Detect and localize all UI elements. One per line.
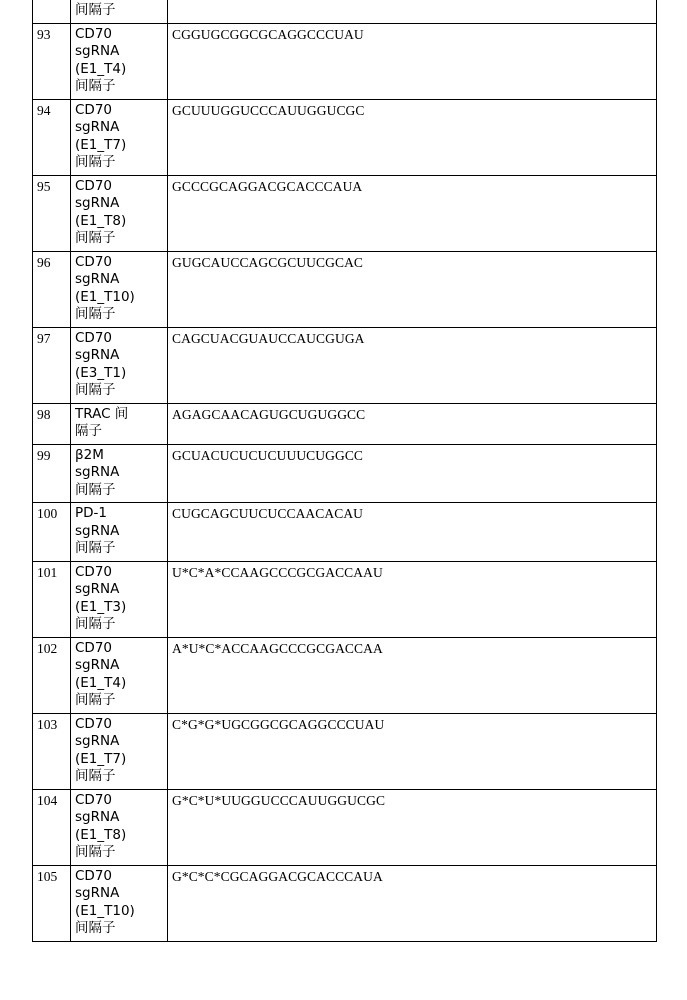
cell-number: 98	[33, 403, 71, 444]
cell-number: 96	[33, 251, 71, 327]
cell-sequence: G*C*C*CGCAGGACGCACCCAUA	[168, 865, 657, 941]
table-row	[33, 175, 657, 251]
cell-name: CD70 sgRNA (E1_T4) 间隔子	[71, 23, 168, 99]
cell-sequence: GUGCAUCCAGCGCUUCGCAC	[168, 251, 657, 327]
cell-name: CD70 sgRNA (E1_T7) 间隔子	[71, 99, 168, 175]
cell-number: 99	[33, 444, 71, 503]
cell-name: CD70 sgRNA (E1_T7) 间隔子	[71, 713, 168, 789]
table-row	[33, 23, 657, 99]
table-row	[33, 503, 657, 562]
cell-number: 105	[33, 865, 71, 941]
table-body	[33, 0, 657, 941]
cell-number: 102	[33, 637, 71, 713]
table-row	[33, 865, 657, 941]
cell-number: 103	[33, 713, 71, 789]
table-row	[33, 403, 657, 444]
cell-number: 97	[33, 327, 71, 403]
cell-name: PD-1 sgRNA 间隔子	[71, 503, 168, 562]
cell-sequence: A*U*C*ACCAAGCCCGCGACCAA	[168, 637, 657, 713]
cell-sequence	[168, 0, 657, 23]
table-row	[33, 0, 657, 23]
table-row	[33, 561, 657, 637]
cell-sequence: CUGCAGCUUCUCCAACACAU	[168, 503, 657, 562]
cell-name: CD70 sgRNA (E1_T10) 间隔子	[71, 251, 168, 327]
cell-number: 101	[33, 561, 71, 637]
cell-number: 94	[33, 99, 71, 175]
cell-sequence: GCCCGCAGGACGCACCCAUA	[168, 175, 657, 251]
cell-name: CD70 sgRNA (E1_T8) 间隔子	[71, 789, 168, 865]
table-row	[33, 444, 657, 503]
cell-number: 93	[33, 23, 71, 99]
cell-sequence: CGGUGCGGCGCAGGCCCUAU	[168, 23, 657, 99]
table-row	[33, 327, 657, 403]
cell-name: CD70 sgRNA (E1_T4) 间隔子	[71, 637, 168, 713]
cell-number: 104	[33, 789, 71, 865]
cell-sequence: GCUUUGGUCCCAUUGGUCGC	[168, 99, 657, 175]
cell-name: CD70 sgRNA (E3_T1) 间隔子	[71, 327, 168, 403]
cell-sequence: GCUACUCUCUCUUUCUGGCC	[168, 444, 657, 503]
table-row	[33, 713, 657, 789]
cell-number: 100	[33, 503, 71, 562]
sequence-table	[32, 0, 657, 942]
cell-number: 95	[33, 175, 71, 251]
cell-number	[33, 0, 71, 23]
cell-name: TRAC 间 隔子	[71, 403, 168, 444]
table-row	[33, 637, 657, 713]
table-row	[33, 99, 657, 175]
table-row	[33, 251, 657, 327]
cell-sequence: G*C*U*UUGGUCCCAUUGGUCGC	[168, 789, 657, 865]
cell-sequence: U*C*A*CCAAGCCCGCGACCAAU	[168, 561, 657, 637]
cell-name: CD70 sgRNA (E1_T3) 间隔子	[71, 561, 168, 637]
cell-sequence: C*G*G*UGCGGCGCAGGCCCUAU	[168, 713, 657, 789]
cell-name: 间隔子	[71, 0, 168, 23]
cell-name: CD70 sgRNA (E1_T8) 间隔子	[71, 175, 168, 251]
cell-name: CD70 sgRNA (E1_T10) 间隔子	[71, 865, 168, 941]
cell-sequence: CAGCUACGUAUCCAUCGUGA	[168, 327, 657, 403]
table-row	[33, 789, 657, 865]
cell-sequence: AGAGCAACAGUGCUGUGGCC	[168, 403, 657, 444]
cell-name: β2M sgRNA 间隔子	[71, 444, 168, 503]
